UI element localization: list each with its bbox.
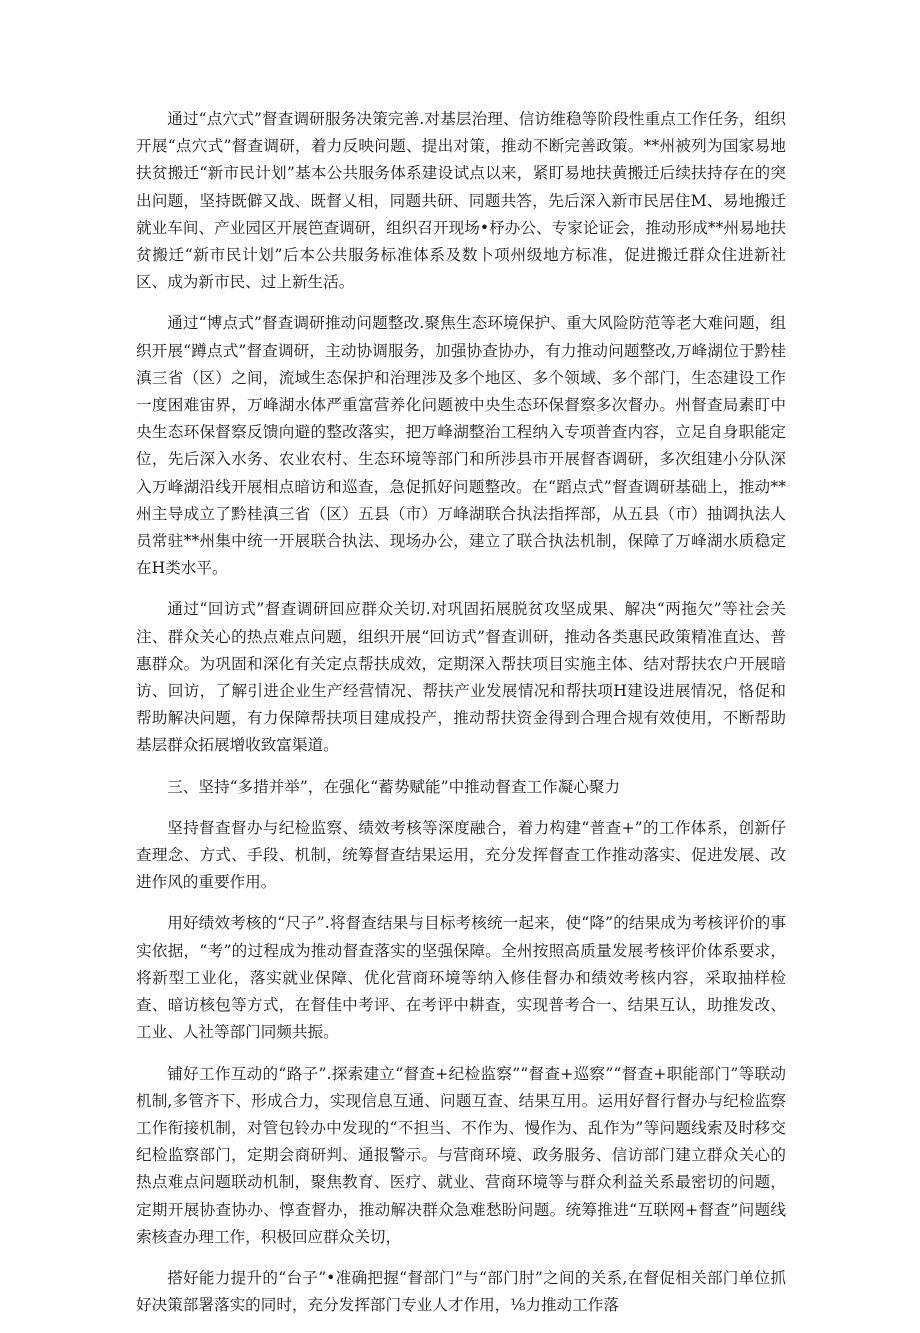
- section-heading-three: 三、坚持“多措并举”，在强化“蓄势赋能”中推动督查工作凝心聚力: [167, 777, 621, 796]
- paragraph-inspection-integration: 坚持督查督办与纪检监察、绩效考核等深度融合，着力构建“普查+”的工作体系，创新仔查理念、方式、手段、机制，统筹督查结果运用，充分发挥督查工作推动落实、促进发展、改进作风的重要作用。: [136, 818, 786, 892]
- document-page: [136, 106, 786, 1333]
- paragraph-performance-ruler: 用好绩效考核的“尺子”.将督查结果与目标考核统一起来，使“降”的结果成为考核评价的事实依据，“考”的过程成为推动督查落实的坚强保障。全州按照高质量发展考核评价体系要求，将新型工业化，落实就业保障、优化营商环境等纳入修佳督办和绩效考核内容，采取抽样检查、暗访核包等方式，在督佳中考评、在考评中耕查，实现普考合一、结果互认，助推发改、工业、人社等部门同频共振。: [136, 914, 786, 1042]
- paragraph-capability-platform: 搭好能力提升的“台子”•准确把握“督部门”与“部门肘”之间的关系,在督促相关部门单位抓好决策部署落实的同时，充分发挥部门专业人才作用，⅛力推动工作落: [136, 1268, 786, 1315]
- paragraph-squat-style-inspection: 通过“博点式”督查调研推动问题整改.聚焦生态环境保护、重大风险防范等老大难问题，组织开展“蹲点式”督查调研，主动协调服务，加强协查协办，有力推动问题整改,万峰湖位于黔桂滇三省（区）之间，流域生态保护和治理涉及多个地区、多个领域、多个部门，生态建设工作一度困难宙界，万峰湖水体严重富营养化问题被中央生态环保督察多次督办。州督查局素盯中央生态环保督察反馈向避的整改落实，把万峰湖整治工程纳入专项普查内容，立足自身职能定位，先后深入水务、农业农村、生态环境等部门和所涉县市开展督杳调研，多次组建小分队深入万峰湖沿线开展相点暗访和巡查，急促抓好问题整改。在“蹈点式”督查调研基础上，推动**州主导成立了黔桂滇三省（区）五县（市）万峰湖联合执法指挥部，从五县（市）抽调执法人员常驻**州集中统一开展联合执法、现场办公，建立了联合执法机制，保障了万峰湖水质稳定在H类水平。: [136, 314, 786, 578]
- paragraph-revisit-style-inspection: 通过“回访式”督查调研回应群众关切.对巩固拓展脱贫攻坚成果、解决“两拖欠”等社会关注、群众关心的热点难点问题，组织开展“回访式”督查训研，推动各类惠民政策精准直达、普惠群众。为巩固和深化有关定点帮扶成效，定期深入帮扶项目实施主体、结对帮扶农户开展暗访、回访，了解引进企业生产经营情况、帮扶产业发展情况和帮扶项H建设进展情况，恪促和帮助解决问题，有力保障帮扶项目建成投产，推动帮扶资金得到合理合规有效使用，不断帮助基层群众拓展增收致富渠道。: [136, 600, 786, 755]
- paragraph-work-interaction: 铺好工作互动的“路子”.探索建立“督查+纪检监察”“督查+巡察”“督查+职能部门”等联动机制,多管齐下、形成合力，实现信息互通、问题互查、结果互用。运用好督行督办与纪检监察工作衔接机制，对管包铃办中发现的“不担当、不作为、慢作为、乱作为”等问题线索及时移交纪检监察部门，定期会商研判、通报警示。与营商环境、政务服务、信访部门建立群众关心的热点难点问题联动机制，聚焦教育、医疗、就业、营商环境等与群众利益关系最密切的问题，定期开展协查协办、惇查督办，推动解决群众急难愁盼问题。统筹推进“互联网+督查”问题线索核查办理工作，积极回应群众关切，: [136, 1064, 786, 1246]
- paragraph-point-style-inspection: 通过“点穴式”督查调研服务决策完善.对基层治理、信访维稳等阶段性重点工作任务，组织开展“点穴式”督查调研，着力反映问题、提出对策，推动不断完善政策。**州被列为国家易地扶贫搬迁“新市民计划”基本公共服务体系建设试点以来，紧盯易地扶黄搬迁后续扶持存在的突出问题，坚持既僻又战、既督乂相，同题共研、同题共答，先后深入新市民居住M、易地搬迁就业车间、产业园区开展笆查调研，组织召开现场•杼办公、专家论证会，推动形成**州易地扶贫搬迁“新市民计划”后本公共服务标准体系及数卜项州级地方标准，促进搬迁群众住进新社区、成为新市民、过上新生活。: [136, 110, 786, 292]
